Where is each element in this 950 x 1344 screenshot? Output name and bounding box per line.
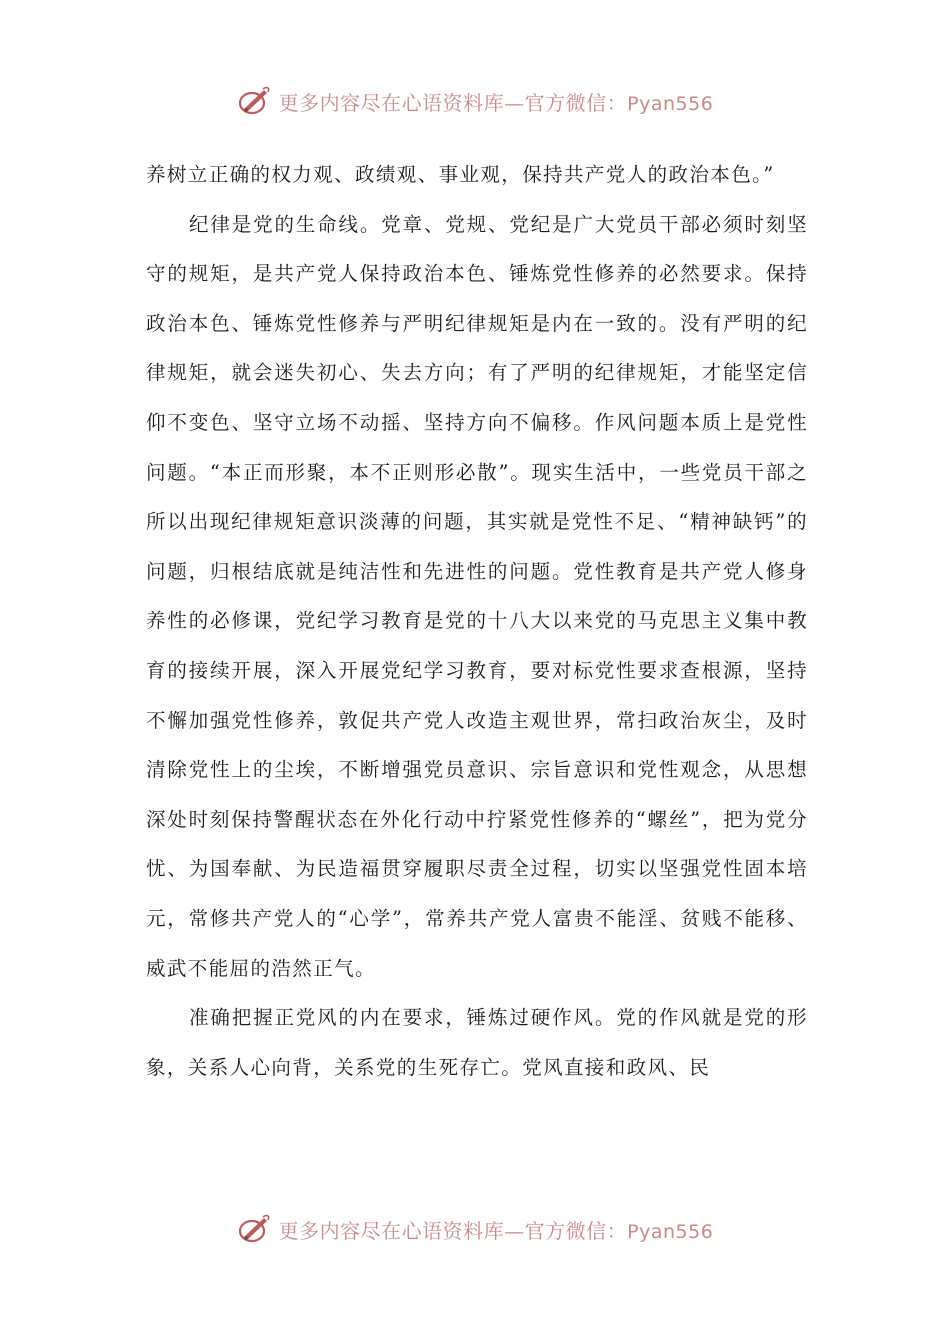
paragraph-continuation: 养树立正确的权力观、政绩观、事业观，保持共产党人的政治本色。” (146, 163, 775, 186)
paragraph-party-style: 准确把握正党风的内在要求，锤炼过硬作风。党的作风就是党的形象，关系人心向背，关系党的生死存亡。党风直接和政风、民 (146, 1006, 808, 1079)
header-watermark (0, 84, 950, 118)
document-body (146, 150, 808, 1092)
watermark-text: 更多内容尽在心语资料库—官方微信：Pyan556 (278, 90, 714, 115)
quill-pen-logo-icon (237, 84, 271, 118)
watermark-wechat-id: Pyan556 (627, 1220, 714, 1243)
footer-watermark (0, 1212, 950, 1246)
quill-pen-logo-icon (237, 1212, 271, 1246)
watermark-wechat-id: Pyan556 (627, 92, 714, 115)
paragraph-discipline: 纪律是党的生命线。党章、党规、党纪是广大党员干部必须时刻坚守的规矩，是共产党人保持政治本色、锤炼党性修养的必然要求。保持政治本色、锤炼党性修养与严明纪律规矩是内在一致的。没有严明的纪律规矩，就会迷失初心、失去方向；有了严明的纪律规矩，才能坚定信仰不变色、坚守立场不动摇、坚持方向不偏移。作风问题本质上是党性问题。“本正而形聚，本不正则形必散”。现实生活中，一些党员干部之所以出现纪律规矩意识淡薄的问题，其实就是党性不足、“精神缺钙”的问题，归根结底就是纯洁性和先进性的问题。党性教育是共产党人修身养性的必修课，党纪学习教育是党的十八大以来党的马克思主义集中教育的接续开展，深入开展党纪学习教育，要对标党性要求查根源，坚持不懈加强党性修养，敦促共产党人改造主观世界，常扫政治灰尘，及时清除党性上的尘埃，不断增强党员意识、宗旨意识和党性观念，从思想深处时刻保持警醒状态在外化行动中拧紧党性修养的“螺丝”，把为党分忧、为国奉献、为民造福贯穿履职尽责全过程，切实以坚强党性固本培元，常修共产党人的“心学”，常养共产党人富贵不能淫、贫贱不能移、威武不能屈的浩然正气。 (146, 212, 808, 980)
watermark-text: 更多内容尽在心语资料库—官方微信：Pyan556 (278, 1218, 714, 1243)
